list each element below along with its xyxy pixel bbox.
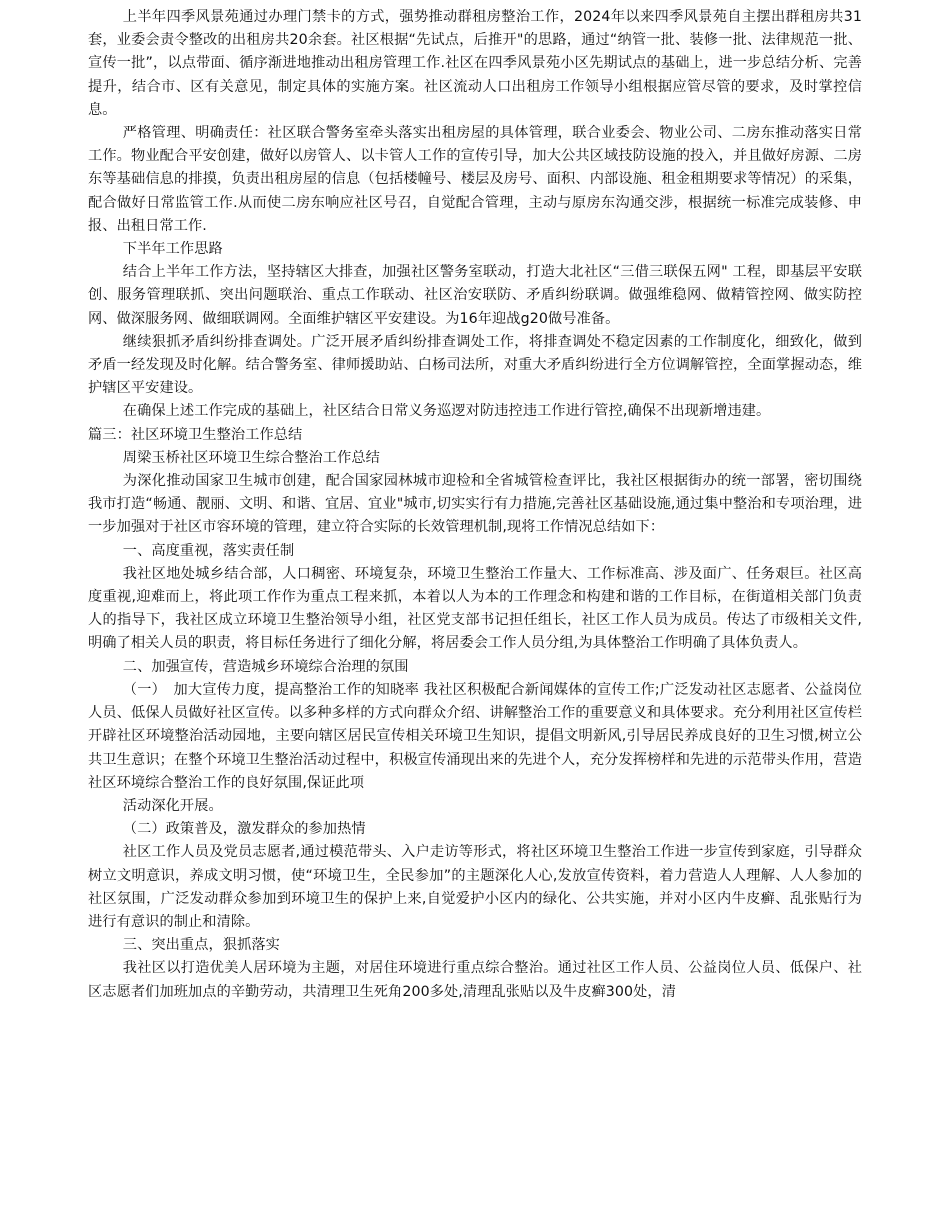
paragraph-12: 二、加强宣传，营造城乡环境综合治理的氛围 bbox=[122, 658, 409, 675]
paragraph-7: 篇三：社区环境卫生整治工作总结 bbox=[88, 426, 303, 443]
document-body bbox=[88, 6, 862, 1004]
paragraph-2: 严格管理、明确责任：社区联合警务室牵头落实出租房屋的具体管理，联合业委会、物业公司、二房东推动落实日常工作。物业配合平安创建，做好以房管人、以卡管人工作的宣传引导，加大公共区域技防设施的投入，并且做好房源、二房东等基础信息的排摸，负责出租房屋的信息（包括楼幢号、楼层及房号、面积、内部设施、租金租期要求等情况）的采集，配合做好日常监管工作.从而使二房东响应社区号召，自觉配合管理，主动与原房东沟通交涉，根据统一标准完成装修、申报、出租日常工作. bbox=[88, 125, 862, 234]
paragraph-15: （二）政策普及，激发群众的参加热情 bbox=[122, 821, 366, 838]
paragraph-16: 社区工作人员及党员志愿者,通过模范带头、入户走访等形式，将社区环境卫生整治工作进一步宣传到家庭，引导群众树立文明意识，养成文明习惯，使“环境卫生，全民参加”的主题深化人心,发放宣传资料，着力营造人人理解、人人参加的社区氛围，广泛发动群众参加到环境卫生的保护上来,自觉爱护小区内的绿化、公共实施，并对小区内牛皮癣、乱张贴行为进行有意识的制止和清除。 bbox=[88, 844, 862, 930]
paragraph-4: 结合上半年工作方法，坚持辖区大排查，加强社区警务室联动，打造大北社区“三借三联保五网" 工程，即基层平安联创、服务管理联抓、突出问题联治、重点工作联动、社区治安联防、矛盾纠纷联调。做强维稳网、做精管控网、做实防控网、做深服务网、做细联调网。全面维护辖区平安建设。为16年迎战g20做号准备。 bbox=[88, 264, 862, 327]
paragraph-3: 下半年工作思路 bbox=[122, 241, 223, 258]
paragraph-10: 一、高度重视，落实责任制 bbox=[122, 542, 295, 559]
paragraph-1: 上半年四季风景苑通过办理门禁卡的方式，强势推动群租房整治工作，2024年以来四季风景苑自主摆出群租房共31套，业委会责令整改的出租房共20余套。社区根据“先试点，后推开"的思路，通过“纳管一批、装修一批、法律规范一批、宣传一批”，以点带面、循序渐进地推动出租房管理工作.社区在四季风景苑小区先期试点的基础上，进一步总结分析、完善提升，结合市、区有关意见，制定具体的实施方案。社区流动人口出租房工作领导小组根据应管尽管的要求，及时掌控信息。 bbox=[88, 9, 862, 118]
paragraph-5: 继续狠抓矛盾纠纷排查调处。广泛开展矛盾纠纷排查调处工作，将排查调处不稳定因素的工作制度化，细致化，做到矛盾一经发现及时化解。结合警务室、律师援助站、白杨司法所，对重大矛盾纠纷进行全方位调解管控，全面掌握动态，维护辖区平安建设。 bbox=[88, 333, 862, 397]
paragraph-17: 三、突出重点，狠抓落实 bbox=[122, 937, 280, 954]
paragraph-8: 周梁玉桥社区环境卫生综合整治工作总结 bbox=[122, 449, 380, 466]
paragraph-9: 为深化推动国家卫生城市创建，配合国家园林城市迎检和全省城管检查评比，我社区根据街办的统一部署，密切围绕我市打造“畅通、靓丽、文明、和谐、宜居、宜业"城市,切实实行有力措施,完善社区基础设施,通过集中整治和专项治理，进一步加强对于社区市容环境的管理，建立符合实际的长效管理机制,现将工作情况总结如下： bbox=[88, 473, 862, 536]
paragraph-14: 活动深化开展。 bbox=[122, 797, 223, 814]
paragraph-18: 我社区以打造优美人居环境为主题，对居住环境进行重点综合整治。通过社区工作人员、公益岗位人员、低保户、社区志愿者们加班加点的辛勤劳动，共清理卫生死角200多处,清理乱张贴以及牛皮癣300处，清 bbox=[88, 960, 862, 1000]
paragraph-6: 在确保上述工作完成的基础上，社区结合日常义务巡逻对防违控违工作进行管控,确保不出现新增违建。 bbox=[122, 403, 771, 420]
paragraph-11: 我社区地处城乡结合部，人口稠密、环境复杂，环境卫生整治工作量大、工作标准高、涉及面广、任务艰巨。社区高度重视,迎难而上，将此项工作作为重点工程来抓，本着以人为本的工作理念和构建和谐的工作目标，在街道相关部门负责人的指导下，我社区成立环境卫生整治领导小组，社区党支部书记担任组长，社区工作人员为成员。传达了市级相关文件,明确了相关人员的职责，将目标任务进行了细化分解，将居委会工作人员分组,为具体整治工作明确了具体负责人。 bbox=[88, 565, 862, 652]
paragraph-13: （一） 加大宣传力度，提高整治工作的知晓率 我社区积极配合新闻媒体的宣传工作;广泛发动社区志愿者、公益岗位人员、低保人员做好社区宣传。以多种多样的方式向群众介绍、讲解整治工作的重要意义和具体要求。充分利用社区宣传栏开辟社区环境整治活动园地，主要向辖区居民宣传相关环境卫生知识，提倡文明新风,引导居民养成良好的卫生习惯,树立公共卫生意识；在整个环境卫生整治活动过程中，积极宣传涌现出来的先进个人，充分发挥榜样和先进的示范带头作用，营造社区环境综合整治工作的良好氛围,保证此项 bbox=[88, 681, 862, 791]
